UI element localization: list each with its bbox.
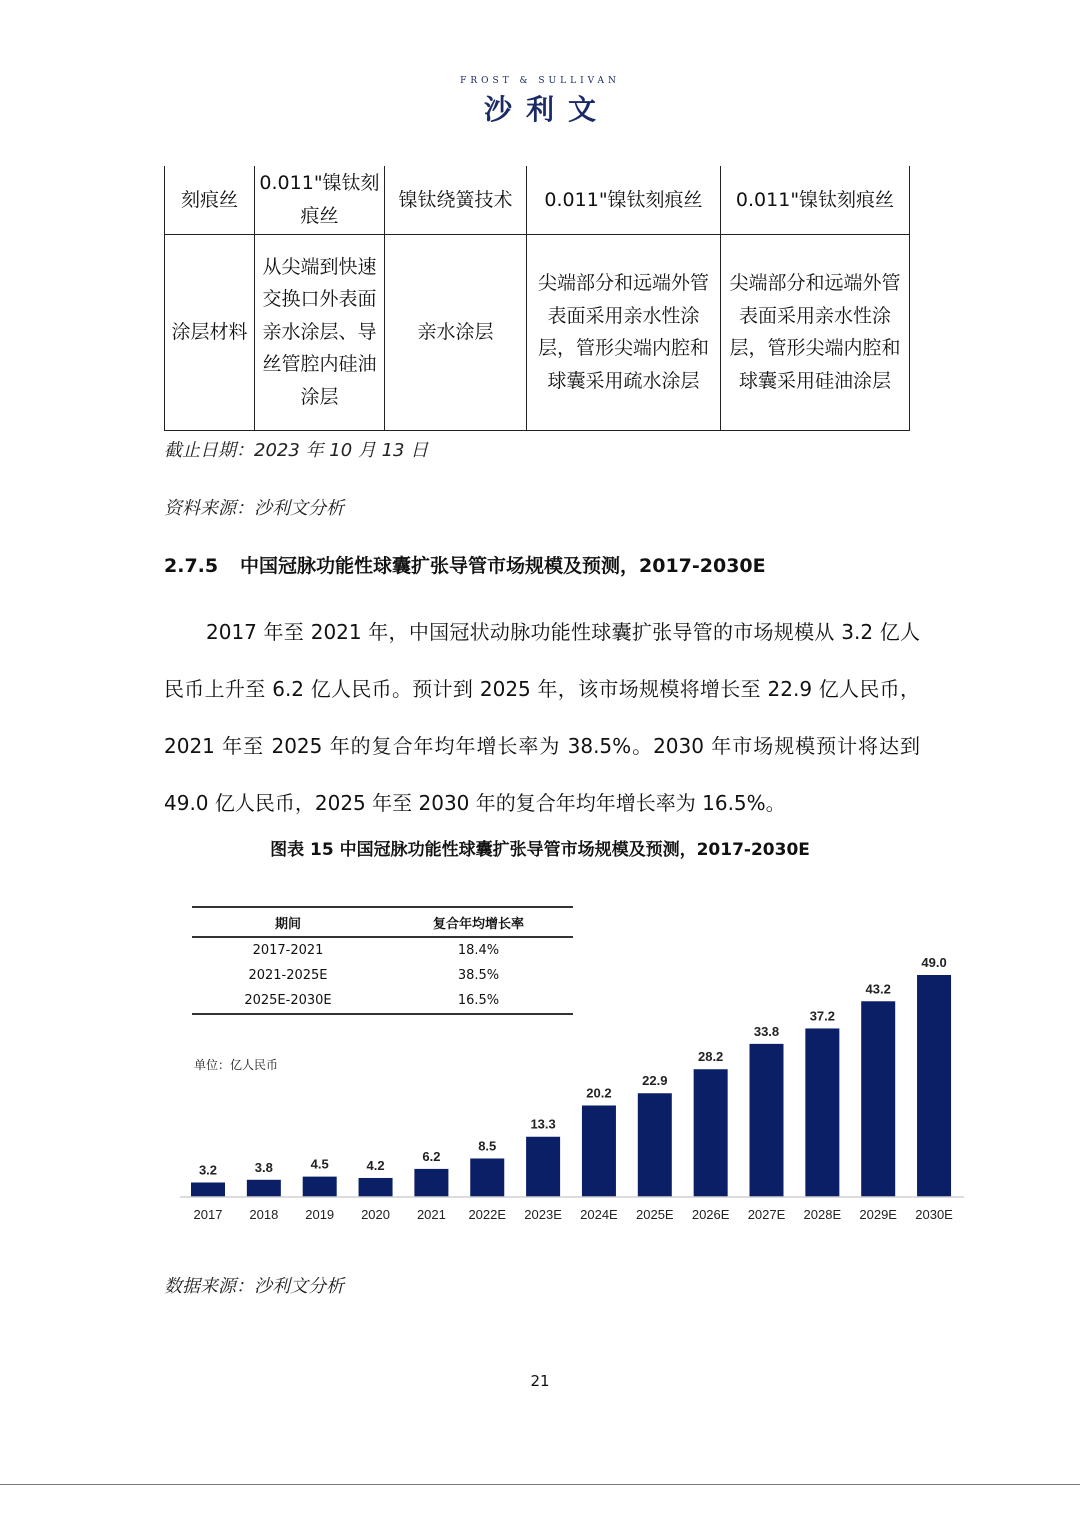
table-source-note: 资料来源：沙利文分析	[164, 498, 344, 519]
row-label: 涂层材料	[165, 234, 255, 430]
bar	[414, 1169, 448, 1197]
table-cell: 镍钛绕簧技术	[385, 166, 527, 234]
unit-label: 单位：亿人民币	[194, 1058, 279, 1072]
table-cell: 尖端部分和远端外管表面采用亲水性涂层，管形尖端内腔和球囊采用硅油涂层	[721, 234, 910, 430]
table-cell: 0.011"镍钛刻痕丝	[527, 166, 721, 234]
bar	[582, 1105, 616, 1197]
x-tick-label: 2018	[249, 1207, 279, 1222]
table-cell: 尖端部分和远端外管表面采用亲水性涂层，管形尖端内腔和球囊采用疏水涂层	[527, 234, 721, 430]
footer-divider	[0, 1484, 1080, 1485]
bar	[917, 975, 951, 1197]
data-label: 3.2	[198, 1162, 218, 1178]
x-tick-label: 2020	[361, 1207, 391, 1222]
bar	[303, 1177, 337, 1197]
table-cell: 0.011"镍钛刻痕丝	[255, 166, 385, 234]
data-label: 4.2	[366, 1157, 385, 1173]
figure-title: 图表 15 中国冠脉功能性球囊扩张导管市场规模及预测，2017-2030E	[270, 840, 810, 860]
x-tick-label: 2028E	[803, 1207, 842, 1222]
data-source-note: 数据来源：沙利文分析	[164, 1276, 344, 1297]
data-label: 6.2	[422, 1148, 441, 1164]
bar	[470, 1158, 504, 1197]
data-label: 33.8	[753, 1023, 780, 1039]
row-label: 刻痕丝	[165, 166, 255, 234]
period-cell: 2017-2021	[252, 943, 324, 958]
column-header: 复合年均增长率	[384, 907, 573, 937]
cagr-cell: 38.5%	[457, 968, 500, 983]
table-cell: 亲水涂层	[385, 234, 527, 430]
logo-english: FROST & SULLIVAN	[460, 76, 620, 86]
data-label: 13.3	[530, 1116, 556, 1132]
section-number: 2.7.5	[164, 555, 219, 577]
bar	[526, 1137, 560, 1197]
x-tick-label: 2022E	[468, 1207, 507, 1222]
cagr-cell: 16.5%	[384, 988, 573, 1014]
data-label: 4.5	[310, 1156, 329, 1172]
data-label: 43.2	[865, 981, 891, 997]
paragraph-text: 2017 年至 2021 年，中国冠状动脉功能性球囊扩张导管的市场规模从 3.2 亿人民币上升至 6.2 亿人民币。预计到 2025 年，该市场规模将增长至 22.9 亿人民币，2021 年至 2025 年的复合年均年增长率为 38.5%。2030 年市场规模预计将达到 49.0 亿人民币，2025 年至 2030 年的复合年均年增长率为 16.5%。	[164, 620, 920, 815]
table-cell: 从尖端到快速交换口外表面亲水涂层、导丝管腔内硅油涂层	[255, 234, 385, 430]
period-cell: 2025E-2030E	[192, 988, 384, 1014]
data-label: 49.0	[921, 955, 947, 970]
data-label: 3.8	[254, 1159, 273, 1175]
data-label: 28.2	[697, 1049, 724, 1065]
x-tick-label: 2024E	[580, 1207, 618, 1222]
logo-chinese: 沙利文	[483, 93, 610, 126]
data-label: 37.2	[809, 1008, 836, 1024]
data-label: 8.5	[478, 1138, 497, 1154]
x-tick-label: 2017	[193, 1207, 223, 1222]
x-tick-label: 2029E	[859, 1207, 897, 1222]
x-tick-label: 2021	[416, 1207, 446, 1222]
table-cell: 0.011"镍钛刻痕丝	[721, 166, 910, 234]
section-title: 中国冠脉功能性球囊扩张导管市场规模及预测，2017-2030E	[240, 555, 766, 577]
x-tick-label: 2019	[305, 1207, 335, 1222]
bar	[750, 1044, 784, 1197]
bar	[359, 1178, 393, 1197]
period-cell: 2021-2025E	[248, 968, 328, 983]
x-tick-label: 2025E	[636, 1207, 674, 1222]
cagr-cell: 18.4%	[457, 943, 500, 958]
x-tick-label: 2030E	[915, 1207, 953, 1222]
data-label: 20.2	[586, 1085, 612, 1101]
x-tick-label: 2026E	[691, 1207, 730, 1222]
cutoff-date-note: 截止日期：2023 年 10 月 13 日	[164, 440, 429, 461]
data-label: 22.9	[642, 1073, 668, 1089]
x-tick-label: 2027E	[747, 1207, 786, 1222]
x-tick-label: 2023E	[524, 1207, 562, 1222]
bar	[638, 1093, 672, 1197]
bar	[805, 1028, 839, 1197]
bar	[861, 1001, 895, 1197]
column-header: 期间	[192, 907, 384, 937]
bar	[247, 1180, 281, 1197]
page-number: 21	[530, 1372, 550, 1390]
bar	[191, 1183, 225, 1197]
bar	[694, 1069, 728, 1197]
